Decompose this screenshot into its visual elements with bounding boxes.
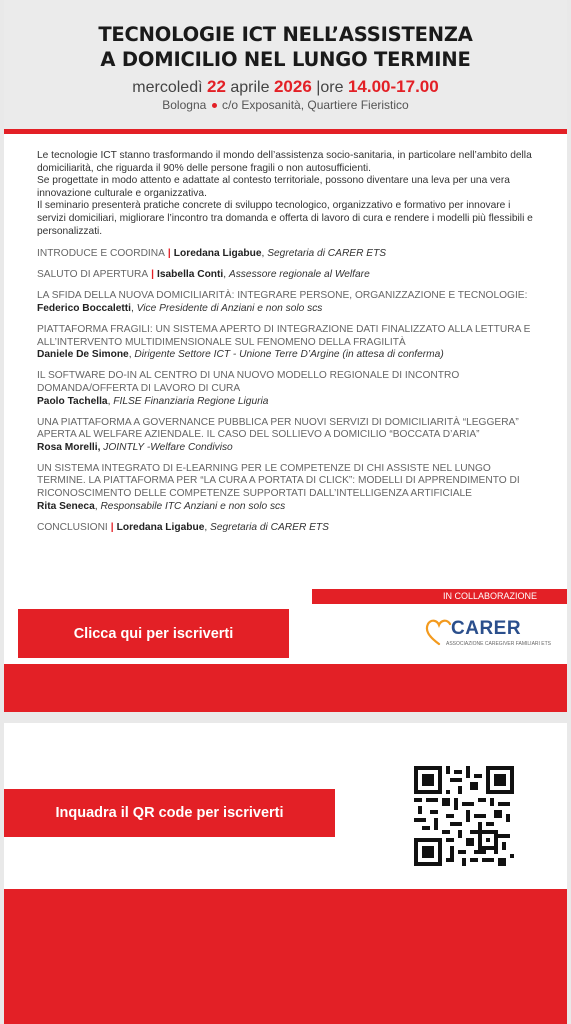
program-item-title: UN SISTEMA INTEGRATO DI E-LEARNING PER LE COMPETENZE DI CHI ASSISTE NEL LUNGO TERMINE. LA PIATTAFORMA PER “LA CURA A PORTATA DI CLICK”: MODELLI DI APPRENDIMENTO DI RICONOSCIMENTO DELLE COMPETENZE SUPPORTATI DALL’INTELLIGENZA ARTIFICIALE — [37, 462, 520, 500]
speaker-role: FILSE Finanziaria Regione Liguria — [113, 395, 269, 407]
event-city: Bologna — [162, 98, 207, 112]
intro-paragraph-1: Le tecnologie ICT stanno trasformando il mondo dell’assistenza socio-sanitaria, in particolare nell’ambito della domiciliarità, che riguarda il 90% delle persone fragili o non autosufficienti. — [37, 150, 532, 174]
event-date — [4, 77, 567, 97]
event-time: 14.00-17.00 — [347, 77, 439, 96]
title-line-2: A DOMICILIO NEL LUNGO TERMINE — [100, 48, 471, 71]
event-location — [4, 98, 567, 112]
program-item-title: LA SFIDA DELLA NUOVA DOMICILIARITÀ: INTEGRARE PERSONE, ORGANIZZAZIONE E TECNOLOGIE: — [37, 290, 528, 302]
speaker-name: Federico Boccaletti — [37, 302, 131, 314]
carer-logo — [424, 618, 552, 652]
speaker-role: Segretaria di CARER ETS — [210, 521, 329, 533]
speaker-role: Responsabile ITC Anziani e non solo scs — [100, 500, 286, 512]
program-item: LA SFIDA DELLA NUOVA DOMICILIARITÀ: INTEGRARE PERSONE, ORGANIZZAZIONE E TECNOLOGIE: Federico Boccaletti, Vice Presidente di Anziani e non solo scs — [37, 290, 537, 315]
intro-paragraph-2: Se progettate in modo attento e adattate al contesto territoriale, possono diventare una leva per una vera innovazione culturale e organizzativa. — [37, 175, 510, 199]
register-button[interactable]: Clicca qui per iscriverti — [18, 609, 289, 658]
program-separator: | — [151, 269, 155, 281]
program-item-title: CONCLUSIONI — [37, 521, 108, 533]
speaker-name: Daniele De Simone — [37, 349, 129, 361]
date-separator: | — [316, 79, 321, 96]
program-item: INTRODUCE E COORDINA | Loredana Ligabue, Segretaria di CARER ETS — [37, 248, 387, 260]
logo-name: CARER — [451, 618, 522, 639]
program-item-title: UNA PIATTAFORMA A GOVERNANCE PUBBLICA PER NUOVI SERVIZI DI DOMICILIARITÀ “LEGGERA” APERTA AL WELFARE AZIENDALE. IL CASO DEL SOLLIEVO A DOMICILIO “BOCCATA D’ARIA” — [37, 416, 519, 441]
time-prefix: ore — [320, 79, 344, 96]
program-item: SALUTO DI APERTURA | Isabella Conti, Assessore regionale al Welfare — [37, 269, 370, 281]
speaker-role: Segretaria di CARER ETS — [267, 248, 387, 260]
flyer-content — [37, 150, 537, 543]
program-item-title: PIATTAFORMA FRAGILI: UN SISTEMA APERTO DI INTEGRAZIONE DATI FINALIZZATO ALLA LETTURA E ALL’INTERVENTO MULTIDIMENSIONALE SUL FENOMENO DELLA FRAGILITÀ — [37, 324, 531, 348]
event-title — [4, 0, 567, 72]
program-separator: | — [110, 521, 114, 533]
program-list — [37, 248, 537, 534]
speaker-name: Isabella Conti — [157, 269, 224, 281]
title-line-1: TECNOLOGIE ICT NELL’ASSISTENZA — [98, 23, 473, 46]
footer-band — [4, 664, 567, 712]
event-flyer — [4, 0, 567, 712]
program-item: PIATTAFORMA FRAGILI: UN SISTEMA APERTO DI INTEGRAZIONE DATI FINALIZZATO ALLA LETTURA E ALL’INTERVENTO MULTIDIMENSIONALE SUL FENOMENO DELLA FRAGILITÀ Daniele De Simone, Dirigente Settore ICT - Unione Terre D’Argine (in attesa di conferma) — [37, 324, 537, 362]
speaker-role: JOINTLY -Welfare Condiviso — [103, 441, 233, 453]
speaker-name: Rita Seneca — [37, 500, 95, 512]
event-venue: c/o Exposanità, Quartiere Fieristico — [221, 98, 409, 112]
program-item-title: INTRODUCE E COORDINA — [37, 248, 165, 260]
intro-paragraph-3: Il seminario presenterà pratiche concrete di sviluppo tecnologico, organizzativo e formativo per innovare i servizi domiciliari, migliorare l’incontro tra domanda e offerta di lavoro di cura e rendere i modelli più flessibili e personalizzati. — [37, 200, 533, 237]
program-item: UN SISTEMA INTEGRATO DI E-LEARNING PER LE COMPETENZE DI CHI ASSISTE NEL LUNGO TERMINE. LA PIATTAFORMA PER “LA CURA A PORTATA DI CLICK”: MODELLI DI APPRENDIMENTO DI RICONOSCIMENTO DELLE COMPETENZE SUPPORTATI DALL’INTELLIGENZA ARTIFICIALE Rita Seneca, Responsabile ITC Anziani e non solo scs — [37, 463, 537, 513]
program-separator: | — [167, 248, 171, 260]
speaker-role: Assessore regionale al Welfare — [228, 269, 370, 281]
event-day: mercoledì — [132, 79, 203, 96]
event-date-number: 22 — [206, 77, 226, 96]
qr-panel — [4, 723, 567, 1024]
qr-instruction-button[interactable]: Inquadra il QR code per iscriverti — [4, 789, 335, 837]
speaker-role: Dirigente Settore ICT - Unione Terre D’Argine (in attesa di conferma) — [134, 349, 444, 361]
event-year: 2026 — [273, 77, 312, 96]
program-item: CONCLUSIONI | Loredana Ligabue, Segretaria di CARER ETS — [37, 521, 329, 533]
speaker-name: Loredana Ligabue — [116, 521, 205, 533]
flyer-header — [4, 0, 567, 129]
speaker-role: Vice Presidente di Anziani e non solo scs — [136, 302, 323, 314]
collaboration-banner — [312, 589, 567, 604]
speaker-name: Loredana Ligabue — [173, 248, 262, 260]
footer-band — [4, 889, 567, 1024]
header-divider — [4, 129, 567, 134]
collaboration-label: IN COLLABORAZIONE — [442, 591, 537, 601]
program-item — [37, 417, 537, 455]
program-item-title: IL SOFTWARE DO-IN AL CENTRO DI UNA NUOVO MODELLO REGIONALE DI INCONTRO DOMANDA/OFFERTA DI LAVORO DI CURA — [37, 370, 460, 394]
logo-subtitle: ASSOCIAZIONE CAREGIVER FAMILIARI ETS — [446, 641, 552, 647]
intro-text — [37, 150, 537, 238]
speaker-name: Rosa Morelli, — [37, 441, 101, 453]
program-item: IL SOFTWARE DO-IN AL CENTRO DI UNA NUOVO MODELLO REGIONALE DI INCONTRO DOMANDA/OFFERTA DI LAVORO DI CURA Paolo Tachella, FILSE Finanziaria Regione Liguria — [37, 370, 537, 408]
bullet-dot-icon — [212, 103, 217, 108]
program-item-title: SALUTO DI APERTURA — [37, 269, 149, 281]
qr-code-icon[interactable] — [414, 766, 514, 866]
event-month: aprile — [230, 79, 270, 96]
speaker-name: Paolo Tachella — [37, 395, 108, 407]
